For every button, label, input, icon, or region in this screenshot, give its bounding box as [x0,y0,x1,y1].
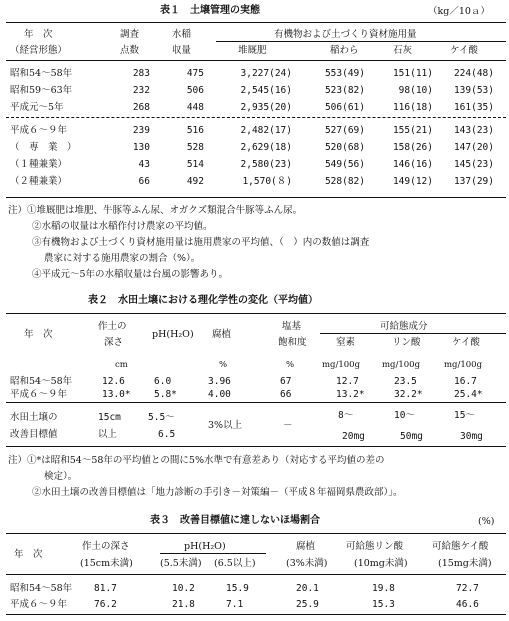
table3-row-ph-low: 21.8 [172,599,195,610]
table1-row-lime: 98(10) [398,85,433,96]
table3-header-ph-low: (5.5未満) [160,558,202,569]
table1-unit: （kg／10ａ） [428,6,490,17]
table1-row-year: 昭和54～58年 [10,68,73,79]
table2-header-phosphate: リン酸 [392,337,421,348]
table2-header-nitrogen: 窒素 [336,337,356,348]
table1-top-rule [6,22,506,23]
table1-row-straw: 528(82) [324,176,365,187]
table3-header-ph: pH(H₂O) [184,541,226,552]
table3-header-depth-cond: (15cm未満) [80,558,133,569]
table1-header-rice: 水稲 [172,29,192,40]
table1-row-silicate: 224(48) [453,68,494,79]
table1-row-straw: 520(68) [324,142,365,153]
table1-row-yield: 514 [186,159,204,170]
table3-header-rule [6,574,506,575]
table2-row-year: 昭和54～58年 [10,376,73,387]
table3-header-silicate: 可給態ケイ酸 [432,541,489,552]
table3-row-depth: 76.2 [94,599,117,610]
table3-row-year: 昭和54～58年 [10,583,73,594]
table2-goal-silicate-1: 15～ [454,410,475,421]
table3-header-humus: 腐植 [296,541,316,552]
table3-header-phosphate-cond: (10mg未満) [354,558,408,569]
table1-title: 表１ 土壌管理の実態 [160,5,260,16]
table1-header-points: 点数 [120,45,140,56]
table3-row-humus: 25.9 [296,599,319,610]
table1-note-3: ③有機物および土づくり資材施用量は施用農家の平均値、（ ）内の数値は調査 [32,237,370,248]
table1-row-yield: 528 [186,142,204,153]
table1-header-year: 年 次 [24,29,53,40]
table1-row-manure: 1,570(８) [242,176,292,187]
table2-goal-ph-2: 6.5 [158,429,176,440]
table2-goal-phosphate-2: 50mg [400,431,423,442]
table2-header-base: 塩基 [282,321,302,332]
table1-row-yield: 516 [186,125,204,136]
table1-row-straw: 527(69) [324,125,365,136]
table2-row-silicate: 16.7 [454,376,477,387]
table2-row-phosphate: 23.5 [394,376,417,387]
table2-row-base: 66 [280,389,292,400]
table3-row-humus: 20.1 [296,583,319,594]
table1-row-silicate: 137(29) [453,176,494,187]
table1-row-manure: 2,580(23) [240,159,292,170]
table2-unit-nitrogen: mg/100g [322,360,361,370]
table2-goal-label-1: 水田土壌の [10,412,58,423]
table2-unit-cm: cm [115,360,128,370]
table2-header-silicate: ケイ酸 [452,337,480,348]
table3-row-ph-high: 15.9 [226,583,249,594]
table2-row-phosphate: 32.2* [394,389,423,400]
table1-header-survey: 調査 [120,29,140,40]
table1-row-points: 283 [132,68,150,79]
table3-title: 表３ 改善目標値に達しないほ場割合 [150,515,320,526]
table2-row-nitrogen: 12.7 [336,376,359,387]
table2-header-topsoil: 作土の [98,321,127,332]
table1-row-manure: 2,482(17) [240,125,292,136]
table3-row-ph-high: 7.1 [226,599,244,610]
table2-goal-nitrogen-1: 8～ [338,410,354,421]
table1-note-4: ④平成元～5年の水稲収量は台風の影響あり。 [32,269,229,280]
table1-note-2: ②水稲の収量は水稲作付け農家の平均値。 [32,221,213,232]
table1-row-silicate: 147(20) [453,142,494,153]
table3-row-silicate: 46.6 [456,599,479,610]
table1-row-silicate: 139(53) [453,85,494,96]
table2-bottom-rule [6,446,506,447]
table1-row-straw: 523(82) [324,85,365,96]
table2-row-ph: 5.8* [154,389,177,400]
table3-ph-rule [160,553,266,554]
table1-dashed-rule [6,117,506,118]
table1-row-year: 昭和59～63年 [10,85,73,96]
table2-note-1-cont: 検定）。 [44,471,78,482]
table1-header-rule [6,60,506,61]
table2-row-base: 67 [280,376,292,387]
table2-row-nitrogen: 13.2* [336,389,365,400]
table1-row-points: 268 [132,102,150,113]
table2-goal-phosphate-1: 10～ [394,410,415,421]
table2-note-1: 注）①*は昭和54～58年の平均値との間に5%水準で有意差あり（対応する平均値の差の [8,455,385,466]
table2-top-rule [6,313,506,314]
table1-row-lime: 151(11) [392,68,433,79]
table1-row-straw: 553(49) [324,68,365,79]
table1-row-lime: 155(21) [392,125,433,136]
table2-row-silicate: 25.4* [454,389,483,400]
table1-header-silicate: ケイ酸 [450,45,478,56]
table2-header-ph: pH(H₂O) [152,329,194,340]
table1-row-manure: 2,935(20) [240,102,292,113]
table2-title: 表２ 水田土壌における理化学性の変化（平均値） [88,295,318,306]
table2-header-available: 可給態成分 [380,321,428,332]
table2-unit-phosphate: mg/100g [382,360,421,370]
table1-row-lime: 158(26) [392,142,433,153]
table1-row-lime: 149(12) [392,176,433,187]
table2-header-saturation: 飽和度 [278,337,307,348]
table1-row-points: 43 [138,159,150,170]
table2-goal-label-2: 改善目標値 [10,429,58,440]
table3-header-ph-high: (6.5以上) [214,558,256,569]
table2-goal-rule [6,402,506,403]
table1-bottom-rule [6,197,506,198]
table1-row-yield: 475 [186,68,204,79]
table3-top-rule [6,533,506,534]
table3-header-humus-cond: (3%未満) [286,558,328,569]
table1-row-points: 239 [132,125,150,136]
table1-header-straw: 稲わら [330,45,359,56]
table1-row-yield: 492 [186,176,204,187]
table2-goal-depth-1: 15cm [98,412,121,423]
table2-row-humus: 3.96 [208,376,231,387]
table1-row-yield: 506 [186,85,204,96]
table3-row-phosphate: 19.8 [372,583,395,594]
table1-row-yield: 448 [186,102,204,113]
table1-row-year: 平成６～９年 [10,125,68,136]
table1-row-silicate: 145(23) [453,159,494,170]
table1-row-year: 平成元～5年 [10,102,64,113]
table1-note-1: 注）①堆厩肥は堆肥、牛豚等ふん尿、オガクズ類混合牛豚等ふん尿。 [8,205,303,216]
table2-unit-base: % [286,360,295,370]
table2-goal-depth-2: 以上 [98,429,118,440]
table3-header-silicate-cond: (15mg未満) [438,558,492,569]
table3-row-phosphate: 15.3 [372,599,395,610]
table1-row-straw: 549(56) [324,159,365,170]
table2-row-ph: 6.0 [154,376,172,387]
table1-header-materials: 有機物および土づくり資材施用量 [274,29,417,40]
table2-goal-humus: 3%以上 [208,420,243,431]
table3-header-phosphate: 可給態リン酸 [346,541,404,552]
table3-unit: (%) [478,516,495,527]
table2-unit-humus: % [219,360,228,370]
table1-header-type: （経営形態） [10,45,68,56]
table3-header-year: 年 次 [14,549,43,560]
table1-row-manure: 2,629(18) [240,142,292,153]
table3-row-silicate: 72.7 [456,583,479,594]
table1-row-year: （２種兼業） [10,176,68,187]
table1-row-points: 232 [132,85,150,96]
table1-row-silicate: 143(23) [453,125,494,136]
table2-row-depth: 13.0* [102,389,131,400]
table2-note-2: ②水田土壌の改善目標値は「地力診断の手引き－対策編－（平成８年福岡県農政部）」。 [32,487,403,498]
table3-row-ph-low: 10.2 [172,583,195,594]
table1-row-straw: 506(61) [324,102,365,113]
table2-row-year: 平成６～９年 [10,389,68,400]
table2-goal-silicate-2: 30mg [460,431,483,442]
table1-row-manure: 2,545(16) [240,85,292,96]
table1-group-rule [216,41,506,42]
table1-header-lime: 石灰 [393,45,413,56]
table1-row-silicate: 161(35) [453,102,494,113]
table2-goal-base: － [283,420,293,431]
table2-row-depth: 12.6 [102,376,125,387]
table2-header-humus: 腐植 [212,329,232,340]
table2-row-humus: 4.00 [208,389,231,400]
table2-header-depth: 深さ [104,337,124,348]
table1-row-points: 130 [132,142,150,153]
table1-header-yield: 収量 [172,45,192,56]
table3-bottom-rule [6,614,506,615]
table1-row-manure: 3,227(24) [240,68,292,79]
table2-goal-ph-1: 5.5～ [148,412,175,423]
table1-header-manure: 堆厩肥 [238,45,267,56]
table1-row-year: （１種兼業） [10,159,68,170]
table1-row-lime: 146(16) [392,159,433,170]
table1-row-lime: 116(18) [392,102,433,113]
table2-group-rule [320,333,506,334]
table2-unit-silicate: mg/100g [444,360,483,370]
table3-header-depth: 作土の深さ [82,541,130,552]
table3-row-year: 平成６～９年 [10,599,68,610]
table1-note-3-cont: 農家に対する施用農家の割合（%）。 [44,253,201,264]
table2-header-year: 年 次 [24,329,53,340]
table2-goal-nitrogen-2: 20mg [342,431,365,442]
table1-row-points: 66 [138,176,150,187]
table1-row-year: （ 専 業 ） [10,142,77,153]
table3-row-depth: 81.7 [94,583,117,594]
